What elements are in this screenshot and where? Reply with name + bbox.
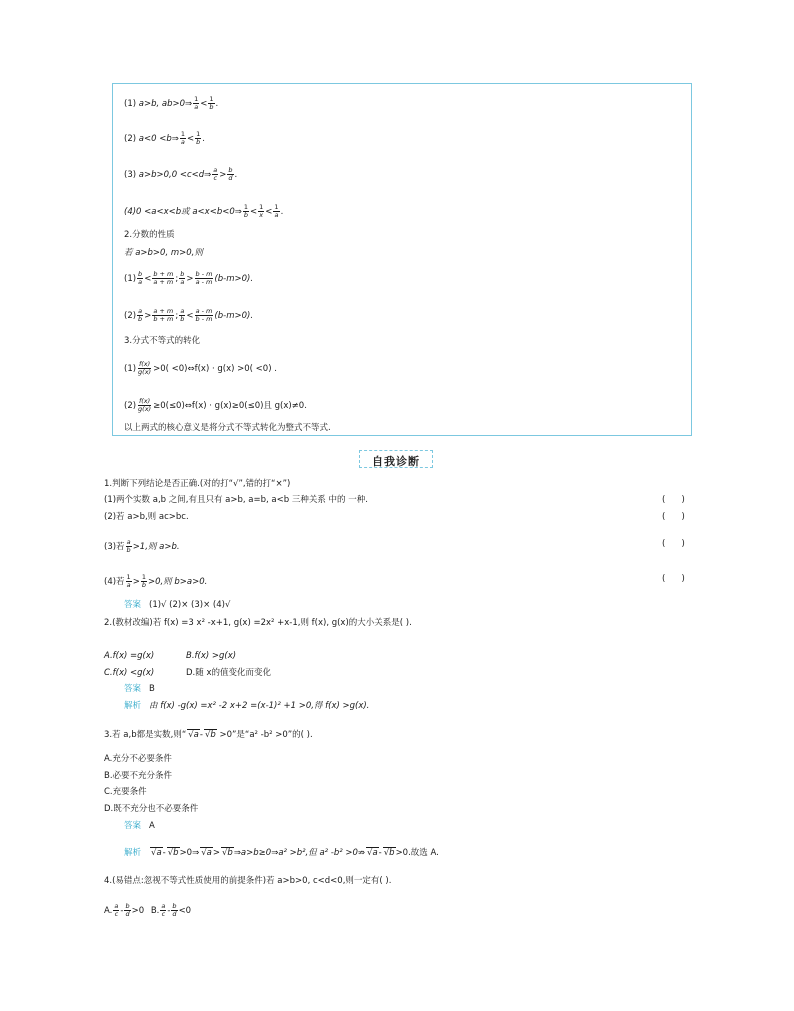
fraction: $\frac{1}{b}$ [209, 95, 214, 111]
q3-option-a: A.充分不必要条件 [104, 754, 172, 764]
ineq-1-prefix: (1) [124, 99, 139, 109]
fraction: $\frac{a}{c}$ [213, 166, 218, 182]
q2-option-b: B.f(x) >g(x) [186, 651, 237, 661]
q2-option-a: A.f(x) =g(x) [104, 651, 155, 661]
q3-answer: 答案 A [124, 821, 155, 831]
section-2-title: 2.分数的性质 [124, 230, 175, 240]
inequality-4: (4)0 <a<x<b或 a<x<b<0⇒ $\frac{1}{b}$ < $\frac{1}{x}$ < $\frac{1}{a}$ . [124, 203, 284, 219]
fraction: $\frac{b}{d}$ [228, 166, 233, 182]
conversion-2: (2) $\frac{f(x)}{g(x)}$ ≥0(≤0)⇔f(x) · g(x)≥0(≤0)且 g(x)≠0. [124, 397, 307, 413]
q1-item-4: (4)若 $\frac{1}{a}$ > $\frac{1}{b}$ >0,则 b>a>0. [104, 573, 208, 589]
q1-answer: 答案 (1)√ (2)× (3)× (4)√ [124, 600, 231, 610]
fraction: $\frac{1}{x}$ [259, 203, 264, 219]
q2-option-c: C.f(x) <g(x) [104, 668, 155, 678]
q3-explanation: 解析√ a-√ b>0⇒√ a>√ b⇒a>b≥0⇒a² >b²,但 a² -b² >0⇏√ a-√ b>0.故选 A. [124, 847, 439, 858]
q1-item-2: (2)若 a>b,则 ac>bc. [104, 512, 189, 522]
q4-options: A. $\frac{a}{c}$ - $\frac{b}{d}$ >0 B. $\frac{a}{c}$ - $\frac{b}{d}$ <0 [104, 902, 192, 918]
summary-text: 以上两式的核心意义是将分式不等式转化为整式不等式. [124, 423, 331, 433]
fraction: $\frac{1}{a}$ [180, 130, 185, 146]
section-3-title: 3.分式不等式的转化 [124, 336, 201, 346]
inequality-3: (3) a>b>0,0 <c<d⇒ $\frac{a}{c}$ > $\frac{b}{d}$ . [124, 166, 238, 182]
answer-paren: ( ) [662, 574, 685, 584]
inequality-1: (1) a>b, ab>0⇒ $\frac{1}{a}$ < $\frac{1}{b}$ . [124, 95, 219, 111]
section-2-condition: 若 a>b>0, m>0,则 [124, 248, 203, 258]
section-heading: 自我诊断 [372, 455, 420, 468]
answer-paren: ( ) [662, 512, 685, 522]
fraction: $\frac{1}{b}$ [243, 203, 249, 219]
conversion-1: (1) $\frac{f(x)}{g(x)}$ >0( <0)⇔f(x) · g(x) >0( <0) . [124, 360, 277, 376]
fraction: $\frac{1}{b}$ [196, 130, 201, 146]
fraction: $\frac{1}{a}$ [194, 95, 199, 111]
q2-option-d: D.随 x的值变化而变化 [186, 668, 271, 678]
q1-item-1: (1)两个实数 a,b 之间,有且只有 a>b, a=b, a<b 三种关系 中的 一种. [104, 495, 368, 505]
q1-stem: 1.判断下列结论是否正确.(对的打“√”,错的打“×”) [104, 479, 291, 489]
q3-option-d: D.既不充分也不必要条件 [104, 804, 199, 814]
q2-stem: 2.(教材改编)若 f(x) =3 x² -x+1, g(x) =2x² +x-1,则 f(x), g(x)的大小关系是( ). [104, 618, 412, 628]
ineq-1-cond: a>b, ab>0⇒ [138, 99, 193, 109]
q2-explanation: 解析 由 f(x) -g(x) =x² -2 x+2 =(x-1)² +1 >0,得 f(x) >g(x). [124, 701, 370, 711]
fraction-property-2: (2) $\frac{a}{b}$ > $\frac{a + m}{b + m}$ ; $\frac{a}{b}$ < $\frac{a - m}{b - m}$ (b-m>0). [124, 307, 254, 323]
fraction-property-1: (1) $\frac{b}{a}$ < $\frac{b + m}{a + m}$ ; $\frac{b}{a}$ > $\frac{b - m}{a - m}$ (b-m>0). [124, 270, 254, 286]
q3-option-b: B.必要不充分条件 [104, 771, 173, 781]
section-heading-box [359, 450, 433, 468]
q2-answer: 答案 B [124, 684, 155, 694]
answer-paren: ( ) [662, 495, 685, 505]
q4-stem: 4.(易错点:忽视不等式性质使用的前提条件)若 a>b>0, c<d<0,则一定有( ). [104, 876, 392, 886]
inequality-2: (2) a<0 <b⇒ $\frac{1}{a}$ < $\frac{1}{b}$ . [124, 130, 205, 146]
q3-stem: 3.若 a,b都是实数,则“√ a-√ b >0”是“a² -b² >0”的( ). [104, 729, 313, 740]
fraction: $\frac{1}{a}$ [274, 203, 279, 219]
answer-label: 答案 [124, 600, 142, 610]
answer-paren: ( ) [662, 539, 685, 549]
q1-item-3: (3)若 $\frac{a}{b}$ >1,则 a>b. [104, 538, 180, 554]
q3-option-c: C.充要条件 [104, 787, 147, 797]
